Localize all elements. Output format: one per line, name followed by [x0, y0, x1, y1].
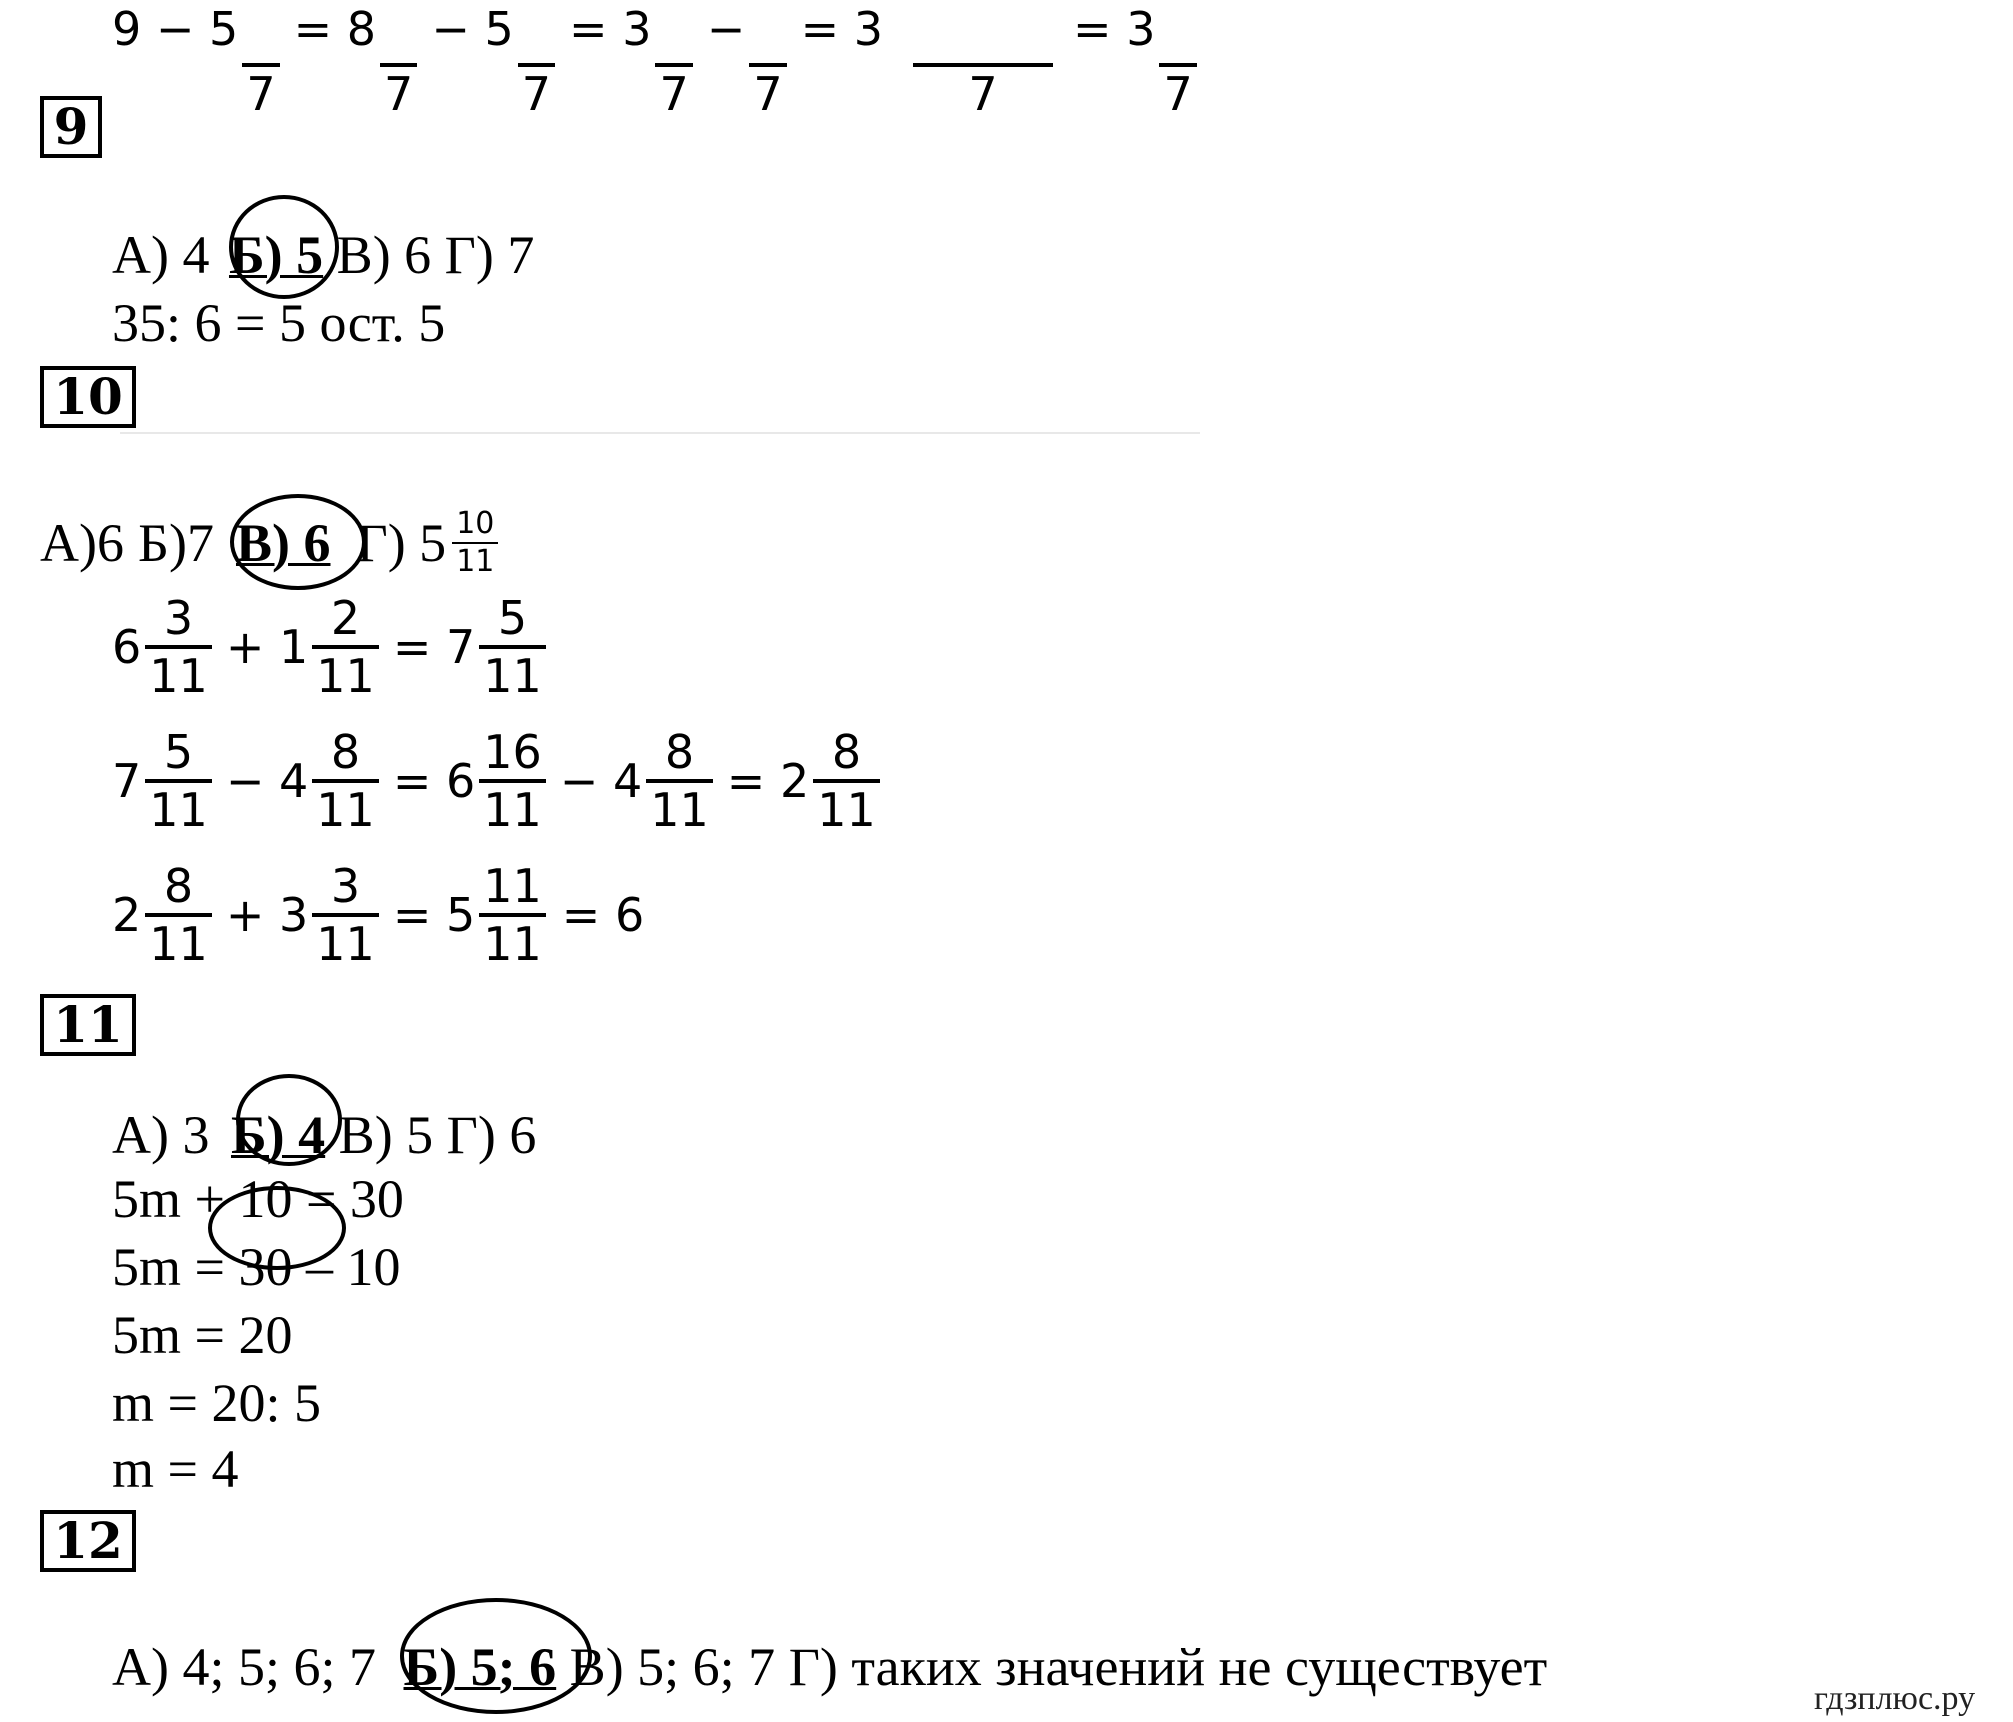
- expr-part: = 3: [800, 2, 884, 56]
- answer-circle: [236, 1074, 342, 1166]
- whole: 6: [112, 620, 142, 675]
- equals: = 6: [392, 754, 476, 809]
- operator: + 3: [225, 888, 309, 943]
- task11-step: 5m = 20: [112, 1305, 293, 1365]
- option-g: Г) таких значений не существует: [788, 1637, 1548, 1697]
- task11-step: 5m = 30 – 10: [112, 1237, 401, 1297]
- task10-equation-3: [112, 859, 645, 972]
- option-g: Г) 7: [444, 225, 535, 285]
- watermark: гдзплюс.ру: [1814, 1680, 1976, 1717]
- task10-equation-2: [112, 725, 884, 838]
- fraction: $\frac{5}{11}$: [145, 728, 212, 835]
- equals: = 2: [726, 754, 810, 809]
- option-v: В) 5: [338, 1105, 434, 1165]
- expr-part: − 5: [431, 2, 514, 56]
- task-number-label: 10: [53, 367, 123, 426]
- fraction: 7: [749, 12, 786, 119]
- expr-part: 9 − 5: [112, 2, 239, 56]
- option-v-selected: В) 6: [235, 512, 331, 573]
- expr-part: = 8: [293, 2, 377, 56]
- task-number-label: 12: [53, 1511, 123, 1570]
- option-a: А)6: [40, 512, 124, 573]
- fraction: $\frac{16}{11}$: [479, 728, 546, 835]
- task11-step: m = 20: 5: [112, 1373, 321, 1433]
- fraction: $\frac{8}{11}$: [646, 728, 713, 835]
- option-v: В) 5; 6; 7: [569, 1637, 776, 1697]
- task10-equation-1: [112, 591, 550, 704]
- fraction: 7: [242, 12, 279, 119]
- fraction: 7: [655, 12, 692, 119]
- task-number-11: [40, 994, 136, 1056]
- option-g: Г) 5: [356, 512, 447, 573]
- operator: − 4: [559, 754, 643, 809]
- answer-circle: [230, 494, 366, 590]
- fraction: 7: [913, 12, 1053, 119]
- fraction: $\frac{5}{11}$: [479, 594, 546, 701]
- task-number-label: 9: [53, 97, 89, 156]
- result: = 6: [561, 888, 645, 943]
- operator: + 1: [225, 620, 309, 675]
- answer-circle: [229, 195, 339, 299]
- task-number-10: [40, 366, 136, 428]
- option-b: Б)7: [137, 512, 214, 573]
- fraction: 7: [518, 12, 555, 119]
- expr-part: = 3: [1073, 2, 1156, 56]
- option-b-selected: Б) 5; 6: [403, 1637, 557, 1697]
- task-number-label: 11: [53, 995, 123, 1054]
- whole: 2: [112, 888, 142, 943]
- expr-part: = 3: [569, 2, 652, 56]
- task9-solution: 35: 6 = 5 ост. 5: [112, 293, 446, 353]
- task-number-12: [40, 1510, 136, 1572]
- option-v: В) 6: [336, 225, 432, 285]
- option-g: Г) 6: [446, 1105, 537, 1165]
- option-b-selected: Б) 4: [230, 1105, 326, 1165]
- option-a: А) 3: [112, 1105, 210, 1165]
- option-a: А) 4: [112, 225, 210, 285]
- operator: − 4: [225, 754, 309, 809]
- fraction: $\frac{8}{11}$: [813, 728, 880, 835]
- fraction: 7: [1159, 12, 1196, 119]
- expr-part: −: [706, 2, 746, 56]
- option-b-selected: Б) 5: [228, 225, 324, 285]
- task8-equation: [112, 0, 1201, 122]
- task11-step: 5m + 10 = 30: [112, 1169, 404, 1229]
- fraction: $\frac{8}{11}$: [312, 728, 379, 835]
- whole: 7: [112, 754, 142, 809]
- divider: [120, 432, 1200, 434]
- task12-options: [112, 1637, 1548, 1697]
- equals: = 5: [392, 888, 476, 943]
- fraction: $\frac{3}{11}$: [145, 594, 212, 701]
- option-a: А) 4; 5; 6; 7: [112, 1637, 376, 1697]
- fraction: 7: [380, 12, 417, 119]
- fraction: $\frac{10}{11}$: [452, 508, 498, 577]
- fraction: $\frac{2}{11}$: [312, 594, 379, 701]
- task-number-9: [40, 96, 102, 158]
- fraction: $\frac{8}{11}$: [145, 862, 212, 969]
- task11-step: m = 4: [112, 1439, 239, 1499]
- answer-circle: [400, 1598, 592, 1714]
- fraction: $\frac{3}{11}$: [312, 862, 379, 969]
- fraction: $\frac{11}{11}$: [479, 862, 546, 969]
- equals: = 7: [392, 620, 476, 675]
